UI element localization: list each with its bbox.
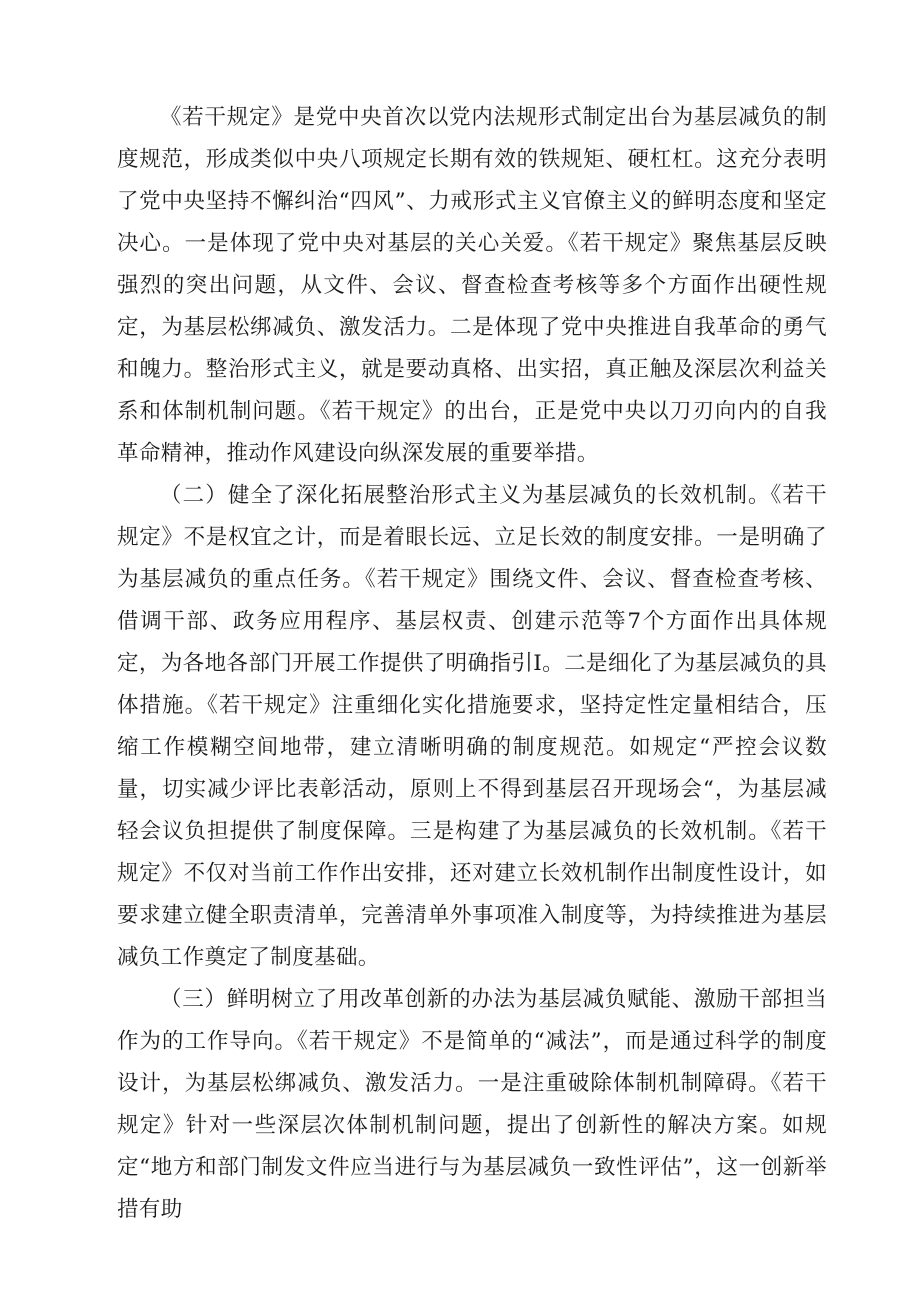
paragraph-3: （三）鲜明树立了用改革创新的办法为基层减负赋能、激励干部担当作为的工作导向。《若干规定》不是简单的“减法”，而是通过科学的制度设计，为基层松绑减负、激发活力。一是注重破除体制机制障碍。《若干规定》针对一些深层次体制机制问题，提出了创新性的解决方案。如规定“地方和部门制发文件应当进行与为基层减负一致性评估”，这一创新举措有助 — [117, 987, 827, 1222]
document-body — [117, 97, 827, 1231]
paragraph-1: 《若干规定》是党中央首次以党内法规形式制定出台为基层减负的制度规范，形成类似中央八项规定长期有效的铁规矩、硬杠杠。这充分表明了党中央坚持不懈纠治“四风”、力戒形式主义官僚主义的鲜明态度和坚定决心。一是体现了党中央对基层的关心关爱。《若干规定》聚焦基层反映强烈的突出问题，从文件、会议、督查检查考核等多个方面作出硬性规定，为基层松绑减负、激发活力。二是体现了党中央推进自我革命的勇气和魄力。整治形式主义，就是要动真格、出实招，真正触及深层次利益关系和体制机制问题。《若干规定》的出台，正是党中央以刀刃向内的自我革命精神，推动作风建设向纵深发展的重要举措。 — [117, 105, 827, 466]
paragraph-2: （二）健全了深化拓展整治形式主义为基层减负的长效机制。《若干规定》不是权宜之计，而是着眼长远、立足长效的制度安排。一是明确了为基层减负的重点任务。《若干规定》围绕文件、会议、督查检查考核、借调干部、政务应用程序、基层权责、创建示范等7个方面作出具体规定，为各地各部门开展工作提供了明确指引I。二是细化了为基层减负的具体措施。《若干规定》注重细化实化措施要求，坚持定性定量相结合，压缩工作模糊空间地带，建立清晰明确的制度规范。如规定“严控会议数量，切实减少评比表彰活动，原则上不得到基层召开现场会“，为基层减轻会议负担提供了制度保障。三是构建了为基层减负的长效机制。《若干规定》不仅对当前工作作出安排，还对建立长效机制作出制度性设计，如要求建立健全职责清单，完善清单外事项准入制度等，为持续推进为基层减负工作奠定了制度基础。 — [117, 483, 827, 970]
